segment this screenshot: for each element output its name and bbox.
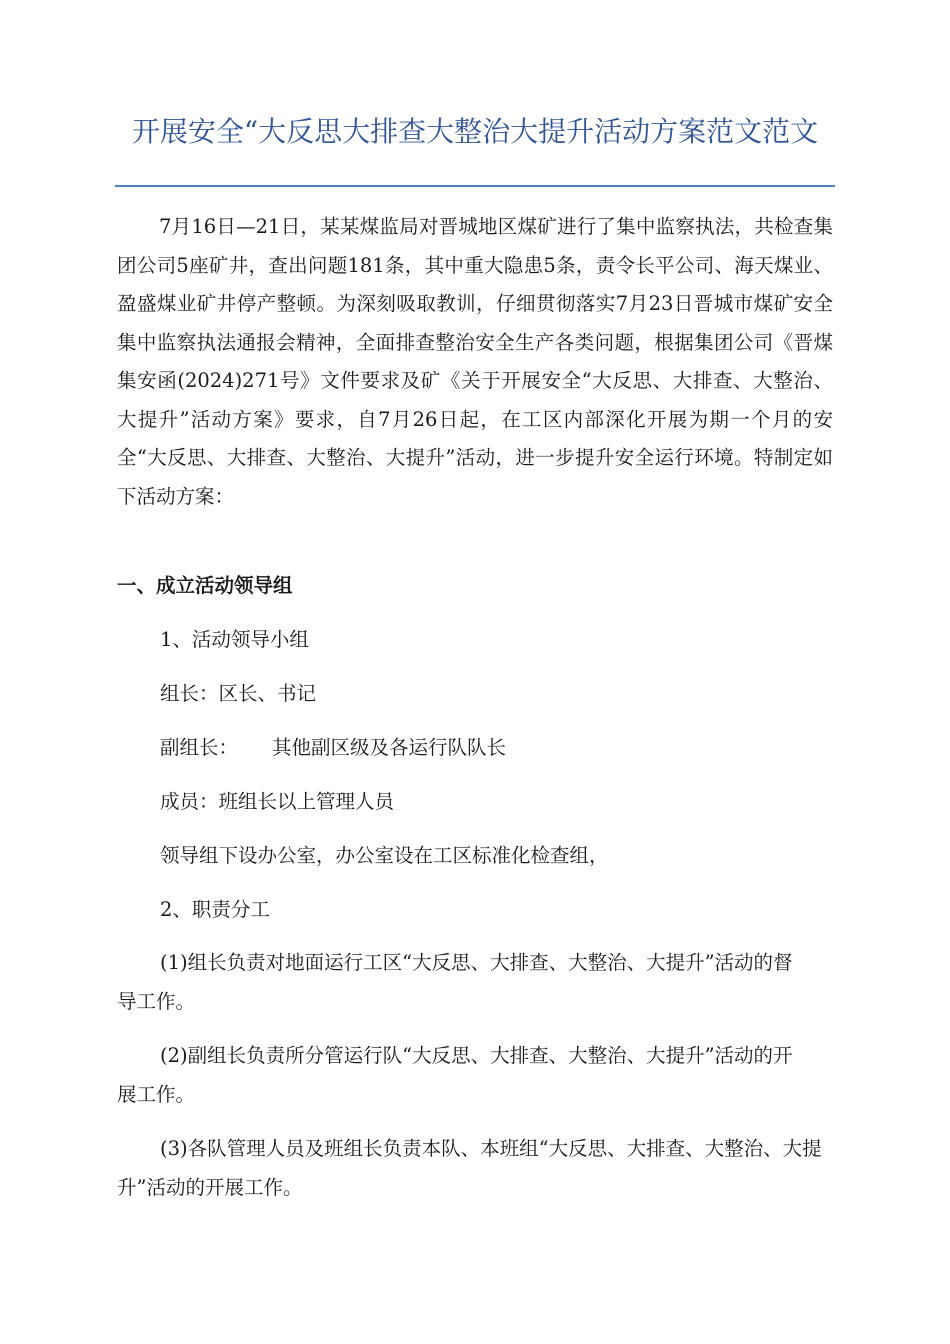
duty-item-2: (2)副组长负责所分管运行队“大反思、大排查、大整治、大提升”活动的开展工作。: [117, 1044, 793, 1106]
leader-line: 组长：区长、书记: [160, 682, 317, 705]
subsection-leadership-team: 1、活动领导小组: [160, 628, 309, 651]
deputy-leader-line: [160, 732, 506, 764]
subsection-duties: 2、职责分工: [160, 898, 270, 921]
intro-paragraph: 7月16日—21日，某某煤监局对晋城地区煤矿进行了集中监察执法，共检查集团公司5座矿井，查出问题181条，其中重大隐患5条，责令长平公司、海天煤业、盈盛煤业矿井停产整顿。为深刻吸取教训，仔细贯彻落实7月23日晋城市煤矿安全集中监察执法通报会精神，全面排查整治安全生产各类问题，根据集团公司《晋煤集安函(2024)271号》文件要求及矿《关于开展安全“大反思、大排查、大整治、大提升”活动方案》要求，自7月26日起，在工区内部深化开展为期一个月的安全“大反思、大排查、大整治、大提升”活动，进一步提升安全运行环境。特制定如下活动方案：: [117, 215, 833, 508]
document-title: 开展安全“大反思大排查大整治大提升活动方案范文范文: [131, 115, 819, 148]
duty-item-1: (1)组长负责对地面运行工区“大反思、大排查、大整治、大提升”活动的督导工作。: [117, 951, 793, 1013]
members-line: 成员：班组长以上管理人员: [160, 790, 395, 813]
office-line: 领导组下设办公室，办公室设在工区标准化检查组，: [160, 844, 609, 867]
deputy-leader-value: 其他副区级及各运行队队长: [272, 736, 507, 759]
title-underline: [115, 185, 835, 187]
section-heading-leadership-group: 一、成立活动领导组: [117, 574, 293, 597]
duty-item-3: (3)各队管理人员及班组长负责本队、本班组“大反思、大排查、大整治、大提升”活动的开展工作。: [117, 1137, 822, 1199]
deputy-leader-label: 副组长：: [160, 736, 239, 759]
